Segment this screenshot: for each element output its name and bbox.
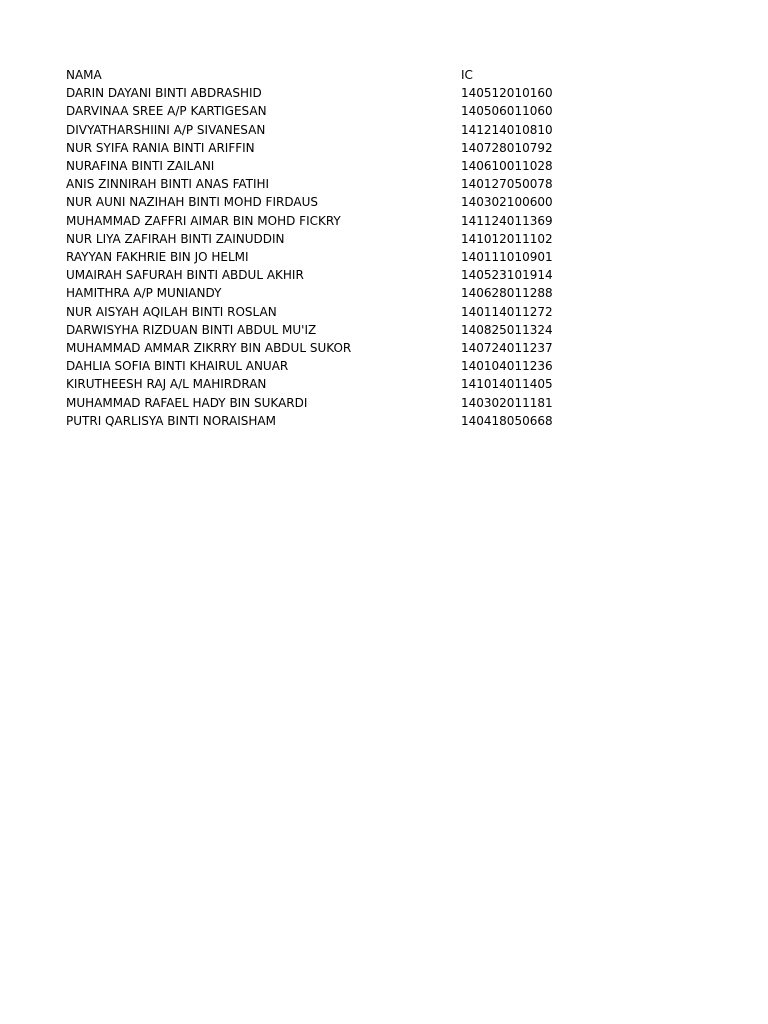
student-roster-table [66, 66, 581, 430]
student-name-cell: NUR AUNI NAZIHAH BINTI MOHD FIRDAUS [66, 195, 318, 210]
student-name-cell: DIVYATHARSHIINI A/P SIVANESAN [66, 122, 266, 137]
table-row [66, 284, 581, 302]
table-row [66, 175, 581, 193]
table-row [66, 412, 581, 430]
student-ic-cell: 140724011237 [461, 341, 553, 356]
student-ic-cell: 140111010901 [461, 250, 553, 265]
student-name-cell: MUHAMMAD ZAFFRI AIMAR BIN MOHD FICKRY [66, 213, 341, 228]
student-ic-cell: 140302011181 [461, 395, 553, 410]
student-ic-cell: 140728010792 [461, 140, 553, 155]
student-name-cell: DARWISYHA RIZDUAN BINTI ABDUL MU'IZ [66, 322, 317, 337]
student-name-cell: RAYYAN FAKHRIE BIN JO HELMI [66, 250, 249, 265]
table-row [66, 193, 581, 211]
student-name-cell: PUTRI QARLISYA BINTI NORAISHAM [66, 413, 276, 428]
student-name-cell: KIRUTHEESH RAJ A/L MAHIRDRAN [66, 377, 267, 392]
table-row [66, 321, 581, 339]
table-row [66, 212, 581, 230]
student-ic-cell: 140512010160 [461, 86, 553, 101]
student-name-cell: NUR SYIFA RANIA BINTI ARIFFIN [66, 140, 255, 155]
table-row [66, 157, 581, 175]
student-ic-cell: 141214010810 [461, 122, 553, 137]
student-ic-cell: 140104011236 [461, 359, 553, 374]
table-row [66, 339, 581, 357]
table-row [66, 266, 581, 284]
table-row [66, 230, 581, 248]
student-name-cell: NUR AISYAH AQILAH BINTI ROSLAN [66, 304, 277, 319]
student-name-cell: DARIN DAYANI BINTI ABDRASHID [66, 86, 262, 101]
student-ic-cell: 140825011324 [461, 322, 553, 337]
table-row [66, 84, 581, 102]
student-name-cell: DARVINAA SREE A/P KARTIGESAN [66, 104, 267, 119]
student-ic-cell: 140418050668 [461, 413, 553, 428]
student-ic-cell: 140302100600 [461, 195, 553, 210]
table-row [66, 248, 581, 266]
student-name-cell: DAHLIA SOFIA BINTI KHAIRUL ANUAR [66, 359, 289, 374]
student-ic-cell: 140127050078 [461, 177, 553, 192]
table-row [66, 139, 581, 157]
table-row [66, 375, 581, 393]
student-name-cell: HAMITHRA A/P MUNIANDY [66, 286, 222, 301]
student-ic-cell: 141014011405 [461, 377, 553, 392]
student-name-cell: MUHAMMAD RAFAEL HADY BIN SUKARDI [66, 395, 308, 410]
student-name-cell: UMAIRAH SAFURAH BINTI ABDUL AKHIR [66, 268, 304, 283]
student-ic-cell: 140628011288 [461, 286, 553, 301]
student-ic-cell: 140523101914 [461, 268, 553, 283]
student-name-cell: NUR LIYA ZAFIRAH BINTI ZAINUDDIN [66, 231, 285, 246]
table-row [66, 121, 581, 139]
student-ic-cell: 140506011060 [461, 104, 553, 119]
table-header-row [66, 66, 581, 84]
student-name-cell: NURAFINA BINTI ZAILANI [66, 159, 215, 174]
table-row [66, 394, 581, 412]
table-row [66, 102, 581, 120]
student-ic-cell: 140610011028 [461, 159, 553, 174]
header-nama: NAMA [66, 68, 102, 82]
table-row [66, 303, 581, 321]
table-body [66, 84, 581, 430]
student-name-cell: MUHAMMAD AMMAR ZIKRRY BIN ABDUL SUKOR [66, 341, 352, 356]
student-ic-cell: 141012011102 [461, 231, 553, 246]
table-row [66, 357, 581, 375]
student-ic-cell: 140114011272 [461, 304, 553, 319]
student-ic-cell: 141124011369 [461, 213, 553, 228]
student-name-cell: ANIS ZINNIRAH BINTI ANAS FATIHI [66, 177, 270, 192]
header-ic: IC [461, 68, 473, 82]
